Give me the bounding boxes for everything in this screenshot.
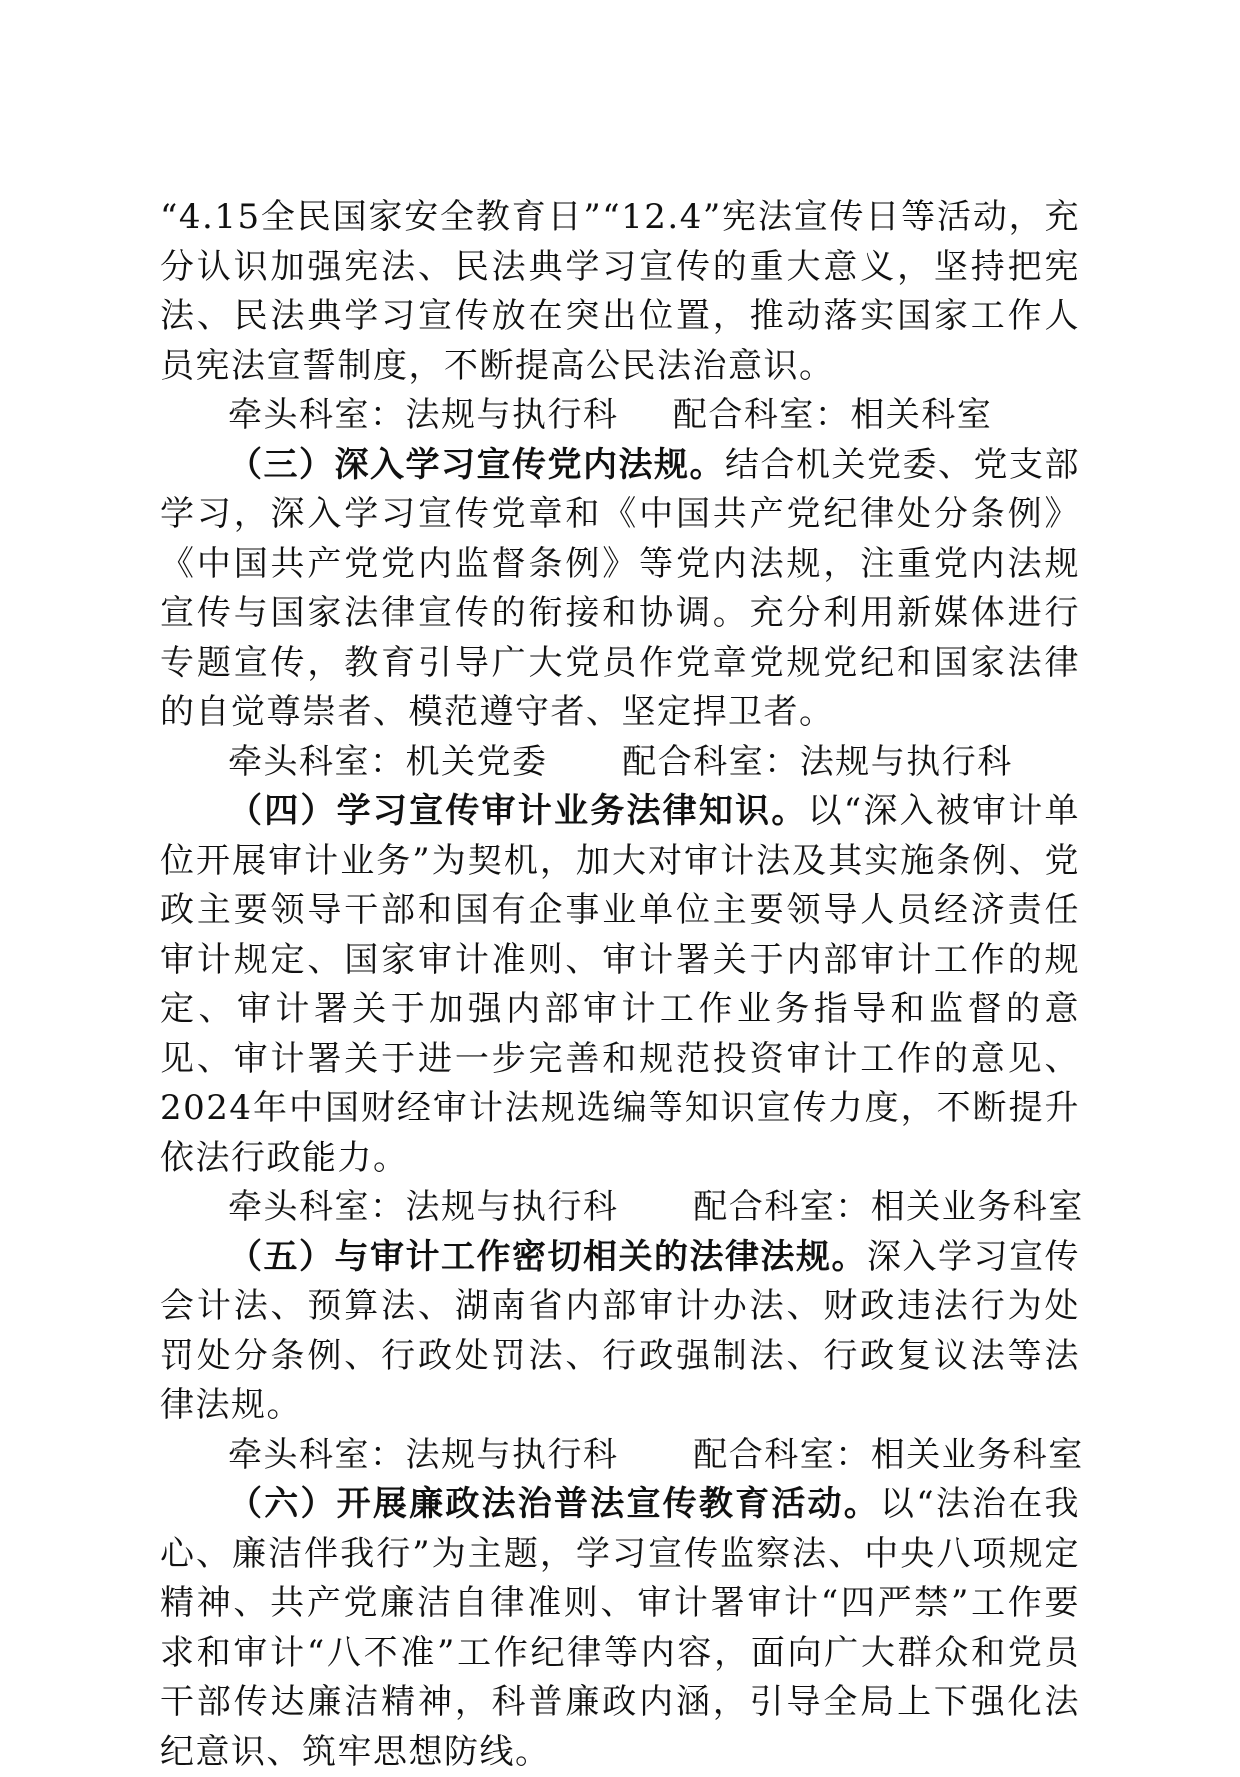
section-3-heading: （三）深入学习宣传党内法规。: [228, 444, 725, 485]
responsibility-line-1: [160, 391, 1080, 441]
lead-department: 牵头科室：法规与执行科: [228, 395, 619, 435]
section-3: [160, 441, 1080, 738]
responsibility-line-2: [160, 738, 1080, 788]
section-5-heading: （五）与审计工作密切相关的法律法规。: [228, 1236, 867, 1277]
section-6-body: 以“法治在我心、廉洁伴我行”为主题，学习宣传监察法、中央八项规定精神、共产党廉洁自律准则、审计署审计“四严禁”工作要求和审计“八不准”工作纪律等内容，面向广大群众和党员干部传达廉洁精神，科普廉政内涵，引导全局上下强化法纪意识、筑牢思想防线。: [160, 1484, 1080, 1772]
section-3-body: 结合机关党委、党支部学习，深入学习宣传党章和《中国共产党纪律处分条例》《中国共产党党内监督条例》等党内法规，注重党内法规宣传与国家法律宣传的衔接和协调。充分利用新媒体进行专题宣传，教育引导广大党员作党章党规党纪和国家法律的自觉尊崇者、模范遵守者、坚定捍卫者。: [160, 444, 1080, 732]
document-page: [160, 193, 1084, 1777]
lead-department: 牵头科室：机关党委: [228, 741, 548, 782]
section-4: [160, 787, 1080, 1183]
section-5: [160, 1233, 1080, 1431]
responsibility-line-4: [160, 1431, 1084, 1481]
assist-department: 配合科室：相关科室: [672, 395, 993, 435]
assist-department: 配合科室：相关业务科室: [693, 1434, 1084, 1475]
section-5-body: 深入学习宣传会计法、预算法、湖南省内部审计办法、财政违法行为处罚处分条例、行政处罚法、行政强制法、行政复议法等法律法规。: [160, 1236, 1080, 1425]
assist-department: 配合科室：法规与执行科: [622, 741, 1013, 782]
assist-department: 配合科室：相关业务科室: [693, 1187, 1084, 1227]
section-4-body: 以“深入被审计单位开展审计业务”为契机，加大对审计法及其实施条例、党政主要领导干部和国有企事业单位主要领导人员经济责任审计规定、国家审计准则、审计署关于内部审计工作的规定、审计署关于加强内部审计工作业务指导和监督的意见、审计署关于进一步完善和规范投资审计工作的意见、2024年中国财经审计法规选编等知识宣传力度，不断提升依法行政能力。: [160, 791, 1080, 1178]
lead-department: 牵头科室：法规与执行科: [228, 1434, 619, 1475]
lead-department: 牵头科室：法规与执行科: [228, 1187, 619, 1227]
paragraph-constitution-promotion: “4.15全民国家安全教育日”“12.4”宪法宣传日等活动，充分认识加强宪法、民法典学习宣传的重大意义，坚持把宪法、民法典学习宣传放在突出位置，推动落实国家工作人员宪法宣誓制度，不断提高公民法治意识。: [160, 197, 1080, 386]
section-6-heading: （六）开展廉政法治普法宣传教育活动。: [228, 1484, 880, 1524]
section-6: [160, 1480, 1080, 1777]
section-4-heading: （四）学习宣传审计业务法律知识。: [228, 791, 808, 831]
responsibility-line-3: [160, 1183, 1084, 1233]
